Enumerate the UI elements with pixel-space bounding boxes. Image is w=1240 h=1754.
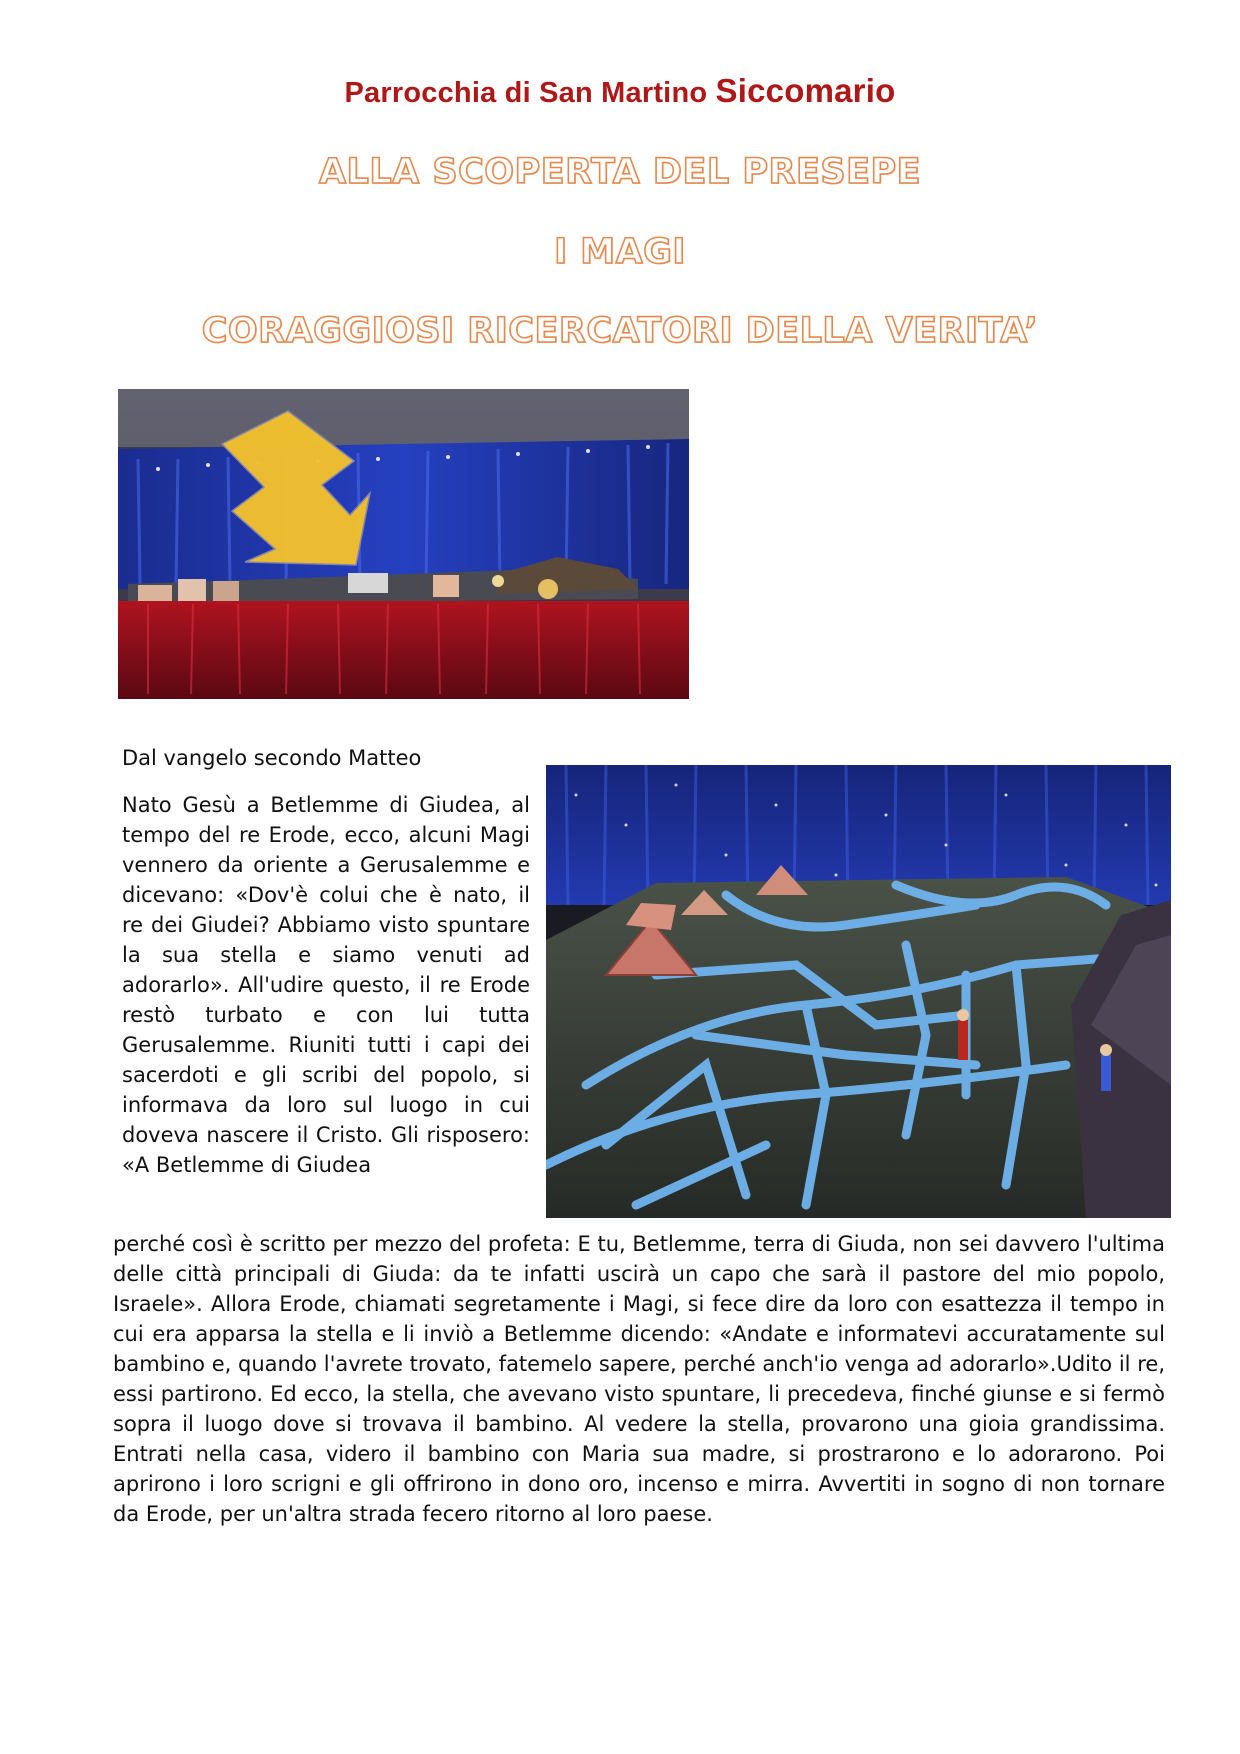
headline-presepe: ALLA SCOPERTA DEL PRESEPE [318, 152, 922, 192]
headline-magi: I MAGI [554, 232, 686, 272]
parish-title [0, 72, 1240, 110]
gospel-source: Dal vangelo secondo Matteo [122, 746, 422, 770]
gospel-paragraph-continuation: perché così è scritto per mezzo del profeta: E tu, Betlemme, terra di Giuda, non sei davvero l'ultima delle città principali di Giuda: da te infatti uscirà un capo che sarà il pastore del mio popolo, Israele». Allora Erode, chiamati segretamente i Magi, si fece dire da loro con esattezza il tempo in cui era apparsa la stella e li inviò a Betlemme dicendo: «Andate e informatevi accuratamente sul bambino e, quando l'avrete trovato, fatemelo sapere, perché anch'io venga ad adorarlo».Udito il re, essi partirono. Ed ecco, la stella, che avevano visto spuntare, li precedeva, finché giunse e si fermò sopra il luogo dove si trovava il bambino. Al vedere la stella, provarono una gioia grandissima. Entrati nella casa, videro il bambino con Maria sua madre, si prostrarono e lo adorarono. Poi aprirono i loro scrigni e gli offrirono in dono oro, incenso e mirra. Avvertiti in sogno di non tornare da Erode, per un'altra strada fecero ritorno al loro paese. [113, 1232, 1165, 1526]
nativity-scene-detail-photo [546, 765, 1171, 1218]
parish-name-emphasis: Siccomario [715, 72, 896, 109]
gospel-column-text [122, 790, 530, 1180]
headline-ricercatori: CORAGGIOSI RICERCATORI DELLA VERITA’ [201, 311, 1039, 351]
nativity-scene-overview-photo [118, 389, 689, 699]
gospel-continuation [113, 1229, 1165, 1529]
gospel-paragraph-start: Nato Gesù a Betlemme di Giudea, al tempo del re Erode, ecco, alcuni Magi vennero da oriente a Gerusalemme e dicevano: «Dov'è colui che è nato, il re dei Giudei? Abbiamo visto spuntare la sua stella e siamo venuti ad adorarlo». All'udire questo, il re Erode restò turbato e con lui tutta Gerusalemme. Riuniti tutti i capi dei sacerdoti e gli scribi del popolo, si informava da loro sul luogo in cui doveva nascere il Cristo. Gli risposero: «A Betlemme di Giudea [122, 793, 530, 1177]
parish-name: Parrocchia di San Martino [344, 77, 708, 109]
